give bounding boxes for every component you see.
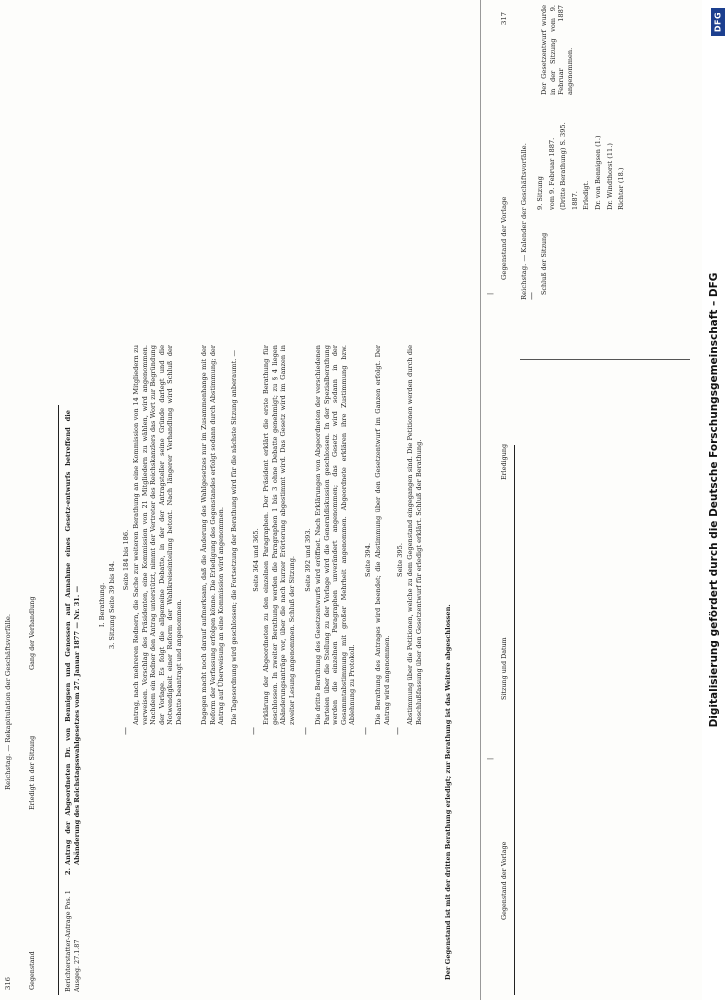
left-paragraph-1: Antrag, nach mehreren Rednern, die Sache zur weiteren Berathung an eine Kommission von 14 Mitgliedern zu verweisen. Vorschlag des Präsidenten, eine Kommission von 21 Mitgliedern zu wählen, wird angenommen. Nachdem ein Redner den Antrag unterstützt, nimmt der Vertreter des Reichskanzlers das Wort zur Begründung der Vorlage. Es folgt die allgemeine Debatte, in der der Antragsteller seine Gründe darlegt und die Notwendigkeit einer Reform der Wahlkreiseinteilung betont. Nach längerer Verhandlung wird Schluß der Debatte beantragt und angenommen. [132, 345, 183, 725]
left-sitting: 3. Sitzung Seite 39 bis 84. [108, 561, 116, 649]
right-entry-line-2: vom 9. Februar 1887. [547, 137, 556, 210]
left-ref-label: Berichterstatter-Antrage Pos. 1 Ausgeg. 27.1.87 [64, 890, 81, 992]
right-entry-block [536, 100, 629, 210]
left-page-number: 316 [4, 977, 12, 990]
left-dash-3: — [301, 727, 310, 735]
left-dash-1: — [121, 727, 130, 735]
left-running-head: Reichstag. — Rekapitulation der Geschäftsvorfälle. [4, 613, 12, 790]
left-dash-2: — [249, 727, 258, 735]
right-entry-line-4: 1887. [570, 191, 579, 210]
right-entry-line-8: Richter (18.) [617, 167, 626, 210]
left-column-2: Erledigt in der Sitzung [28, 735, 36, 810]
left-column-3: Gang der Verhandlung [28, 596, 36, 670]
dfg-logo [711, 8, 725, 36]
right-entry-line-3: (Dritte Berathung) S. 395. [559, 122, 568, 210]
right-page-number: 317 [500, 12, 508, 25]
right-vertical-rule [520, 359, 690, 360]
left-paragraph-6: Die Berathung des Antrages wird beendet; die Abstimmung über den Gesetzentwurf im Ganzen erfolgt. Der Antrag wird angenommen. [374, 345, 391, 725]
dfg-banner-text: Digitalisierung gefördert durch die Deutsche Forschungsgemeinschaft – DFG [708, 272, 720, 728]
left-paragraph-4: Erklärung der Abgeordneten zu den einzelnen Paragraphen. Der Präsident erklärt die erste Berathung für geschlossen. In zweiter Berathung werden die Paragraphen 1 bis 3 ohne Debatte genehmigt; zu § 4 liegen Abänderungsanträge vor, über die nach kurzer Erörterung abgestimmt wird. Das Gesetz wird im Ganzen in zweiter Lesung angenommen. Schluß der Sitzung. [262, 345, 296, 725]
left-dash-4: — [361, 727, 370, 735]
right-item-label: Schluß der Sitzung [540, 232, 548, 295]
left-paragraph-7: Abstimmung über die Petitionen, welche zu dem Gegenstand eingegangen sind. Die Petitionen werden durch die Beschlußfassung über den Gesetzentwurf für erledigt erklärt. Schluß der Berathung. [406, 345, 423, 725]
dfg-logo-text: DFG [713, 11, 723, 33]
left-p1-header: Seite 184 bis 186. [122, 529, 130, 591]
left-p4-header: Seite 364 und 365. [252, 528, 260, 592]
right-entry-line-6: Dr. von Bennigsen (1.) [593, 135, 602, 210]
left-header-rule [58, 405, 59, 995]
left-p5-header: Seite 392 und 393. [304, 528, 312, 592]
page-fold [480, 0, 481, 1000]
right-header-rule [514, 445, 515, 995]
left-section: I. Berathung. [98, 582, 106, 628]
right-column-1: Gegenstand der Vorlage [500, 841, 508, 920]
left-paragraph-3: Die Tagesordnung wird geschlossen; die Fortsetzung der Berathung wird für die nächste Sitzung anberaumt. — [230, 349, 238, 725]
left-item-title: Antrag der Abgeordneten Dr. von Bennigsen und Genossen auf Annahme eines Gesetz-entwurfs betreffend die Abänderung des Reichstagsswahlgesetzes vom 27. Januar 1877 — Nr. 31. — [64, 410, 81, 865]
left-dash-5: — [393, 727, 402, 735]
right-result: Der Gesetzentwurf wurde in der Sitzung vom 9. Februar 1887 angenommen. [540, 5, 574, 95]
left-p7-header: Seite 395. [396, 543, 404, 577]
right-entry-line-1: 9. Sitzung [536, 176, 544, 210]
left-p6-header: Seite 394. [364, 543, 372, 577]
right-running-head: Gegenstand der Vorlage [500, 196, 508, 280]
right-running-head-2: Reichstag. — Kalender der Geschäftsvorfälle. [520, 143, 528, 300]
right-entry-line-7: Dr. Windthorst (11.) [605, 143, 614, 210]
fold-mark-2: | [486, 292, 494, 295]
left-paragraph-2: Dagegen macht noch darauf aufmerksam, daß die Änderung des Wahlgesetzes nur im Zusammenhange mit der Reform der Verfassung erfolgen könne. Die Erledigung des Gegenstandes erfolgt sodann durch Abstimmung; der Antrag auf Überweisung an eine Kommission wird angenommen. [200, 345, 226, 725]
right-entry-line-5: Erledigt. [582, 180, 591, 210]
left-paragraph-5: Die dritte Berathung des Gesetzentwurfs wird eröffnet. Nach Erklärungen von Abgeordneten der verschiedenen Parteien über die Stellung zu der Vorlage wird die Generaldiskussion geschlossen. In der Spezialberathung werden die einzelnen Paragraphen unverändert angenommen; das Gesetz wird sodann in der Gesammtabstimmung mit großer Mehrheit angenommen. Abgeordnete erklären ihre Zustimmung bzw. Ablehnung zu Protokoll. [314, 345, 357, 725]
left-column-1: Gegenstand [28, 951, 36, 990]
left-item-number: 2. [64, 868, 72, 875]
fold-mark-1: | [486, 757, 494, 760]
right-column-3: Erledigung [500, 443, 508, 480]
right-dash: — [527, 292, 536, 300]
right-column-2: Sitzung und Datum [500, 637, 508, 700]
dfg-banner [702, 0, 726, 1000]
left-footer: Der Gegenstand ist mit der dritten Berathung erledigt; zur Berathung ist das Weitere abgeschlossen. [444, 604, 452, 980]
